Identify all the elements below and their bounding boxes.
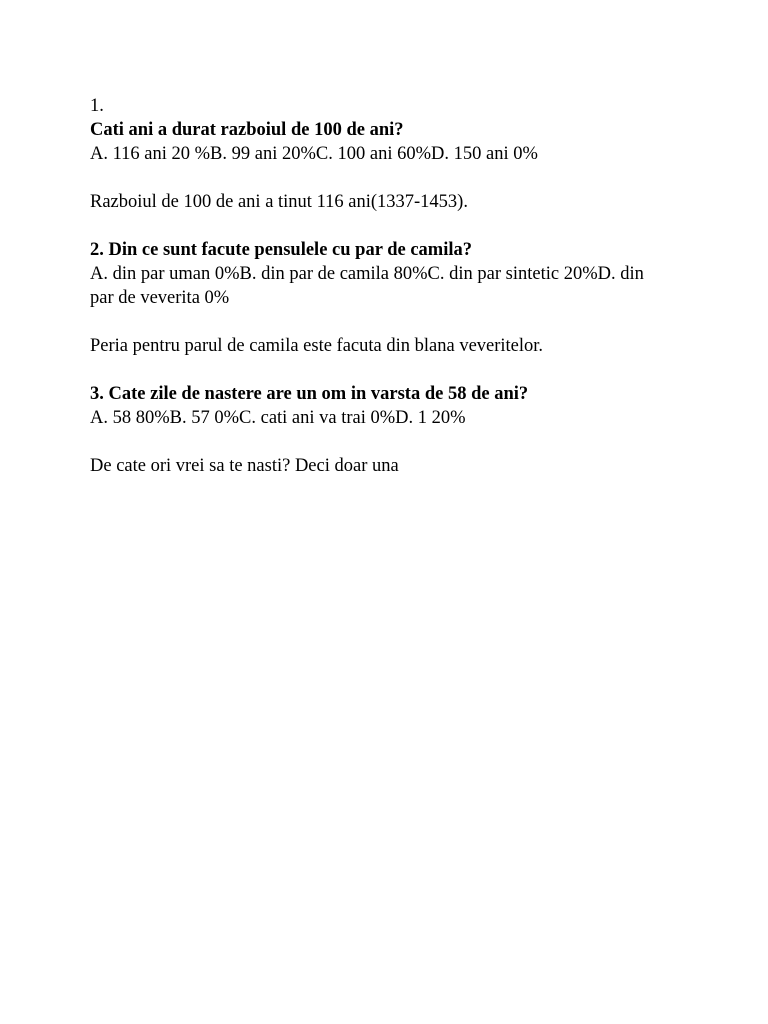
spacer [90, 310, 690, 334]
spacer [90, 214, 690, 238]
q3-question: 3. Cate zile de nastere are un om in varsta de 58 de ani? [90, 384, 529, 404]
q1-number: 1. [90, 96, 104, 116]
q1-options: A. 116 ani 20 %B. 99 ani 20%C. 100 ani 60%D. 150 ani 0% [90, 144, 538, 164]
q1-question: Cati ani a durat razboiul de 100 de ani? [90, 120, 404, 140]
spacer [90, 166, 690, 190]
q2-options: A. din par uman 0%B. din par de camila 80%C. din par sintetic 20%D. din par de veverita 0% [90, 264, 649, 308]
q3-options: A. 58 80%B. 57 0%C. cati ani va trai 0%D. 1 20% [90, 408, 466, 428]
q3-explanation: De cate ori vrei sa te nasti? Deci doar una [90, 456, 399, 476]
q1-explanation: Razboiul de 100 de ani a tinut 116 ani(1337-1453). [90, 192, 468, 212]
q2-explanation: Peria pentru parul de camila este facuta din blana veveritelor. [90, 336, 544, 356]
document-body [90, 94, 690, 478]
spacer [90, 358, 690, 382]
spacer [90, 430, 690, 454]
q2-question: 2. Din ce sunt facute pensulele cu par de camila? [90, 240, 472, 260]
